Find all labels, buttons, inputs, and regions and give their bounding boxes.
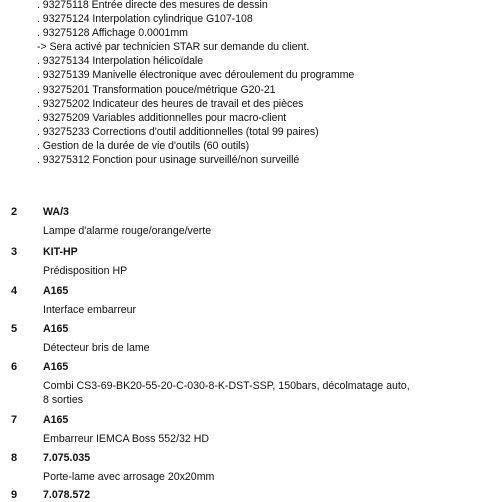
item-code: A165 — [43, 361, 69, 373]
option-line: . 93275233 Corrections d'outil additionnelles (total 99 paires) — [37, 125, 319, 138]
item-number: 4 — [11, 285, 18, 297]
option-line: . 93275134 Interpolation hélicoïdale — [37, 55, 204, 68]
item-description-line: Prédisposition HP — [43, 265, 128, 277]
item-description — [43, 264, 493, 278]
item-code: A165 — [43, 323, 69, 335]
item-description-line: Combi CS3-69-BK20-55-20-C-030-8-K-DST-SSP, 150bars, décolmatage auto, — [43, 380, 410, 392]
option-line: . Gestion de la durée de vie d'outils (60 outils) — [37, 139, 250, 152]
option-line: . 93275139 Manivelle électronique avec déroulement du programme — [37, 69, 355, 82]
item-description-line: 8 sorties — [43, 394, 84, 406]
option-line: . 93275118 Entrée directe des mesures de dessin — [37, 0, 268, 11]
item-description — [43, 470, 493, 484]
item-number: 9 — [11, 489, 18, 501]
item-description-line: Interface embarreur — [43, 304, 137, 316]
option-line: . 93275201 Transformation pouce/métrique G20-21 — [37, 83, 276, 96]
item-number: 6 — [11, 361, 18, 373]
item-number: 2 — [11, 206, 18, 218]
item-number: 7 — [11, 414, 18, 426]
option-line: . 93275128 Affichage 0.0001mm — [37, 27, 188, 40]
item-description-line: Porte-lame avec arrosage 20x20mm — [43, 471, 215, 483]
item-code: KIT-HP — [43, 246, 78, 258]
option-line: . 93275209 Variables additionnelles pour macro-client — [37, 111, 287, 124]
item-description — [43, 303, 493, 317]
item-code: WA/3 — [43, 206, 69, 218]
software-options-list — [37, 0, 497, 167]
item-code: 7.078.572 — [43, 489, 91, 501]
item-description — [43, 432, 493, 446]
item-description-line: Détecteur bris de lame — [43, 342, 150, 354]
option-line: . 93275312 Fonction pour usinage surveillé/non surveillé — [37, 154, 300, 167]
item-number: 3 — [11, 246, 18, 258]
item-description — [43, 379, 493, 407]
option-line: . 93275202 Indicateur des heures de travail et des pièces — [37, 97, 304, 110]
item-description — [43, 341, 493, 355]
item-number: 5 — [11, 323, 18, 335]
option-line: . 93275124 Interpolation cylindrique G107-108 — [37, 13, 253, 26]
item-code: 7.075.035 — [43, 452, 91, 464]
item-code: A165 — [43, 414, 69, 426]
item-description — [43, 224, 493, 238]
option-note: -> Sera activé par technicien STAR sur demande du client. — [37, 41, 310, 54]
item-code: A165 — [43, 285, 69, 297]
item-number: 8 — [11, 452, 18, 464]
item-description-line: Lampe d'alarme rouge/orange/verte — [43, 225, 212, 237]
item-description-line: Embarreur IEMCA Boss 552/32 HD — [43, 433, 210, 445]
